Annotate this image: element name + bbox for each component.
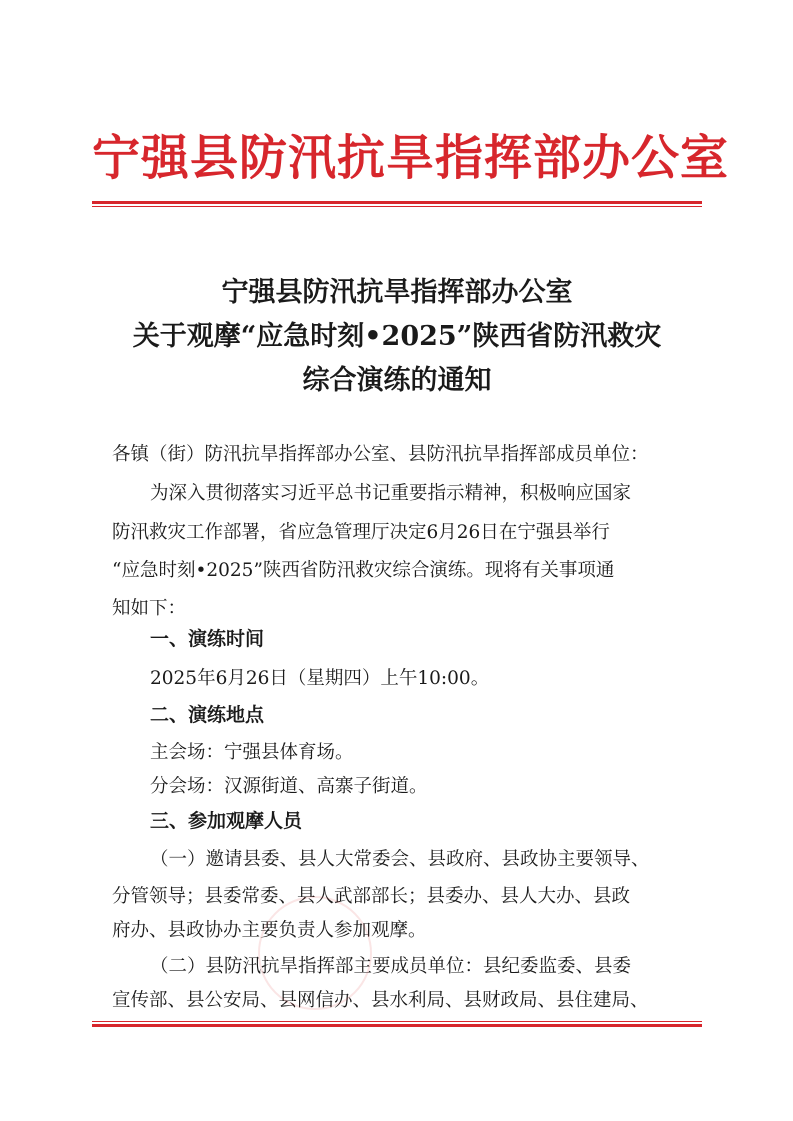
letterhead-title: 宁强县防汛抗旱指挥部办公室 [92,130,730,186]
section-2-main-venue: 主会场：宁强县体育场。 [150,742,354,763]
section-1-heading: 一、演练时间 [150,628,265,650]
recipients-line: 各镇（街）防汛抗旱指挥部办公室、县防汛抗旱指挥部成员单位： [112,444,649,465]
letterhead-rule-thick [92,201,702,204]
footer-rule-thick [92,1024,702,1027]
section-3-item-1-line-1: （一）邀请县委、县人大常委会、县政府、县政协主要领导、 [150,849,650,870]
intro-line-4: 知如下： [112,598,187,619]
footer-rule-thin [92,1021,702,1022]
letterhead-rule-thin [92,206,702,207]
section-3-item-2-line-1: （二）县防汛抗旱指挥部主要成员单位：县纪委监委、县委 [150,956,632,977]
section-1-text: 2025年6月26日（星期四）上午10:00。 [150,668,490,689]
section-2-heading: 二、演练地点 [150,704,265,726]
document-title-line-3: 综合演练的通知 [302,365,492,396]
section-3-item-2-line-2: 宣传部、县公安局、县网信办、县水利局、县财政局、县住建局、 [112,990,649,1011]
document-title-line-1: 宁强县防汛抗旱指挥部办公室 [221,277,573,308]
section-2-sub-venue: 分会场：汉源街道、高寨子街道。 [150,776,428,797]
intro-line-1: 为深入贯彻落实习近平总书记重要指示精神，积极响应国家 [150,483,632,504]
intro-line-2: 防汛救灾工作部署，省应急管理厅决定6月26日在宁强县举行 [112,522,610,543]
section-3-heading: 三、参加观摩人员 [150,810,303,832]
document-title-line-2: 关于观摩“应急时刻•2025”陕西省防汛救灾 [132,321,662,352]
intro-line-3: “应急时刻•2025”陕西省防汛救灾综合演练。现将有关事项通 [112,560,615,581]
section-3-item-1-line-3: 府办、县政协办主要负责人参加观摩。 [112,920,427,941]
section-3-item-1-line-2: 分管领导；县委常委、县人武部部长；县委办、县人大办、县政 [112,886,631,907]
